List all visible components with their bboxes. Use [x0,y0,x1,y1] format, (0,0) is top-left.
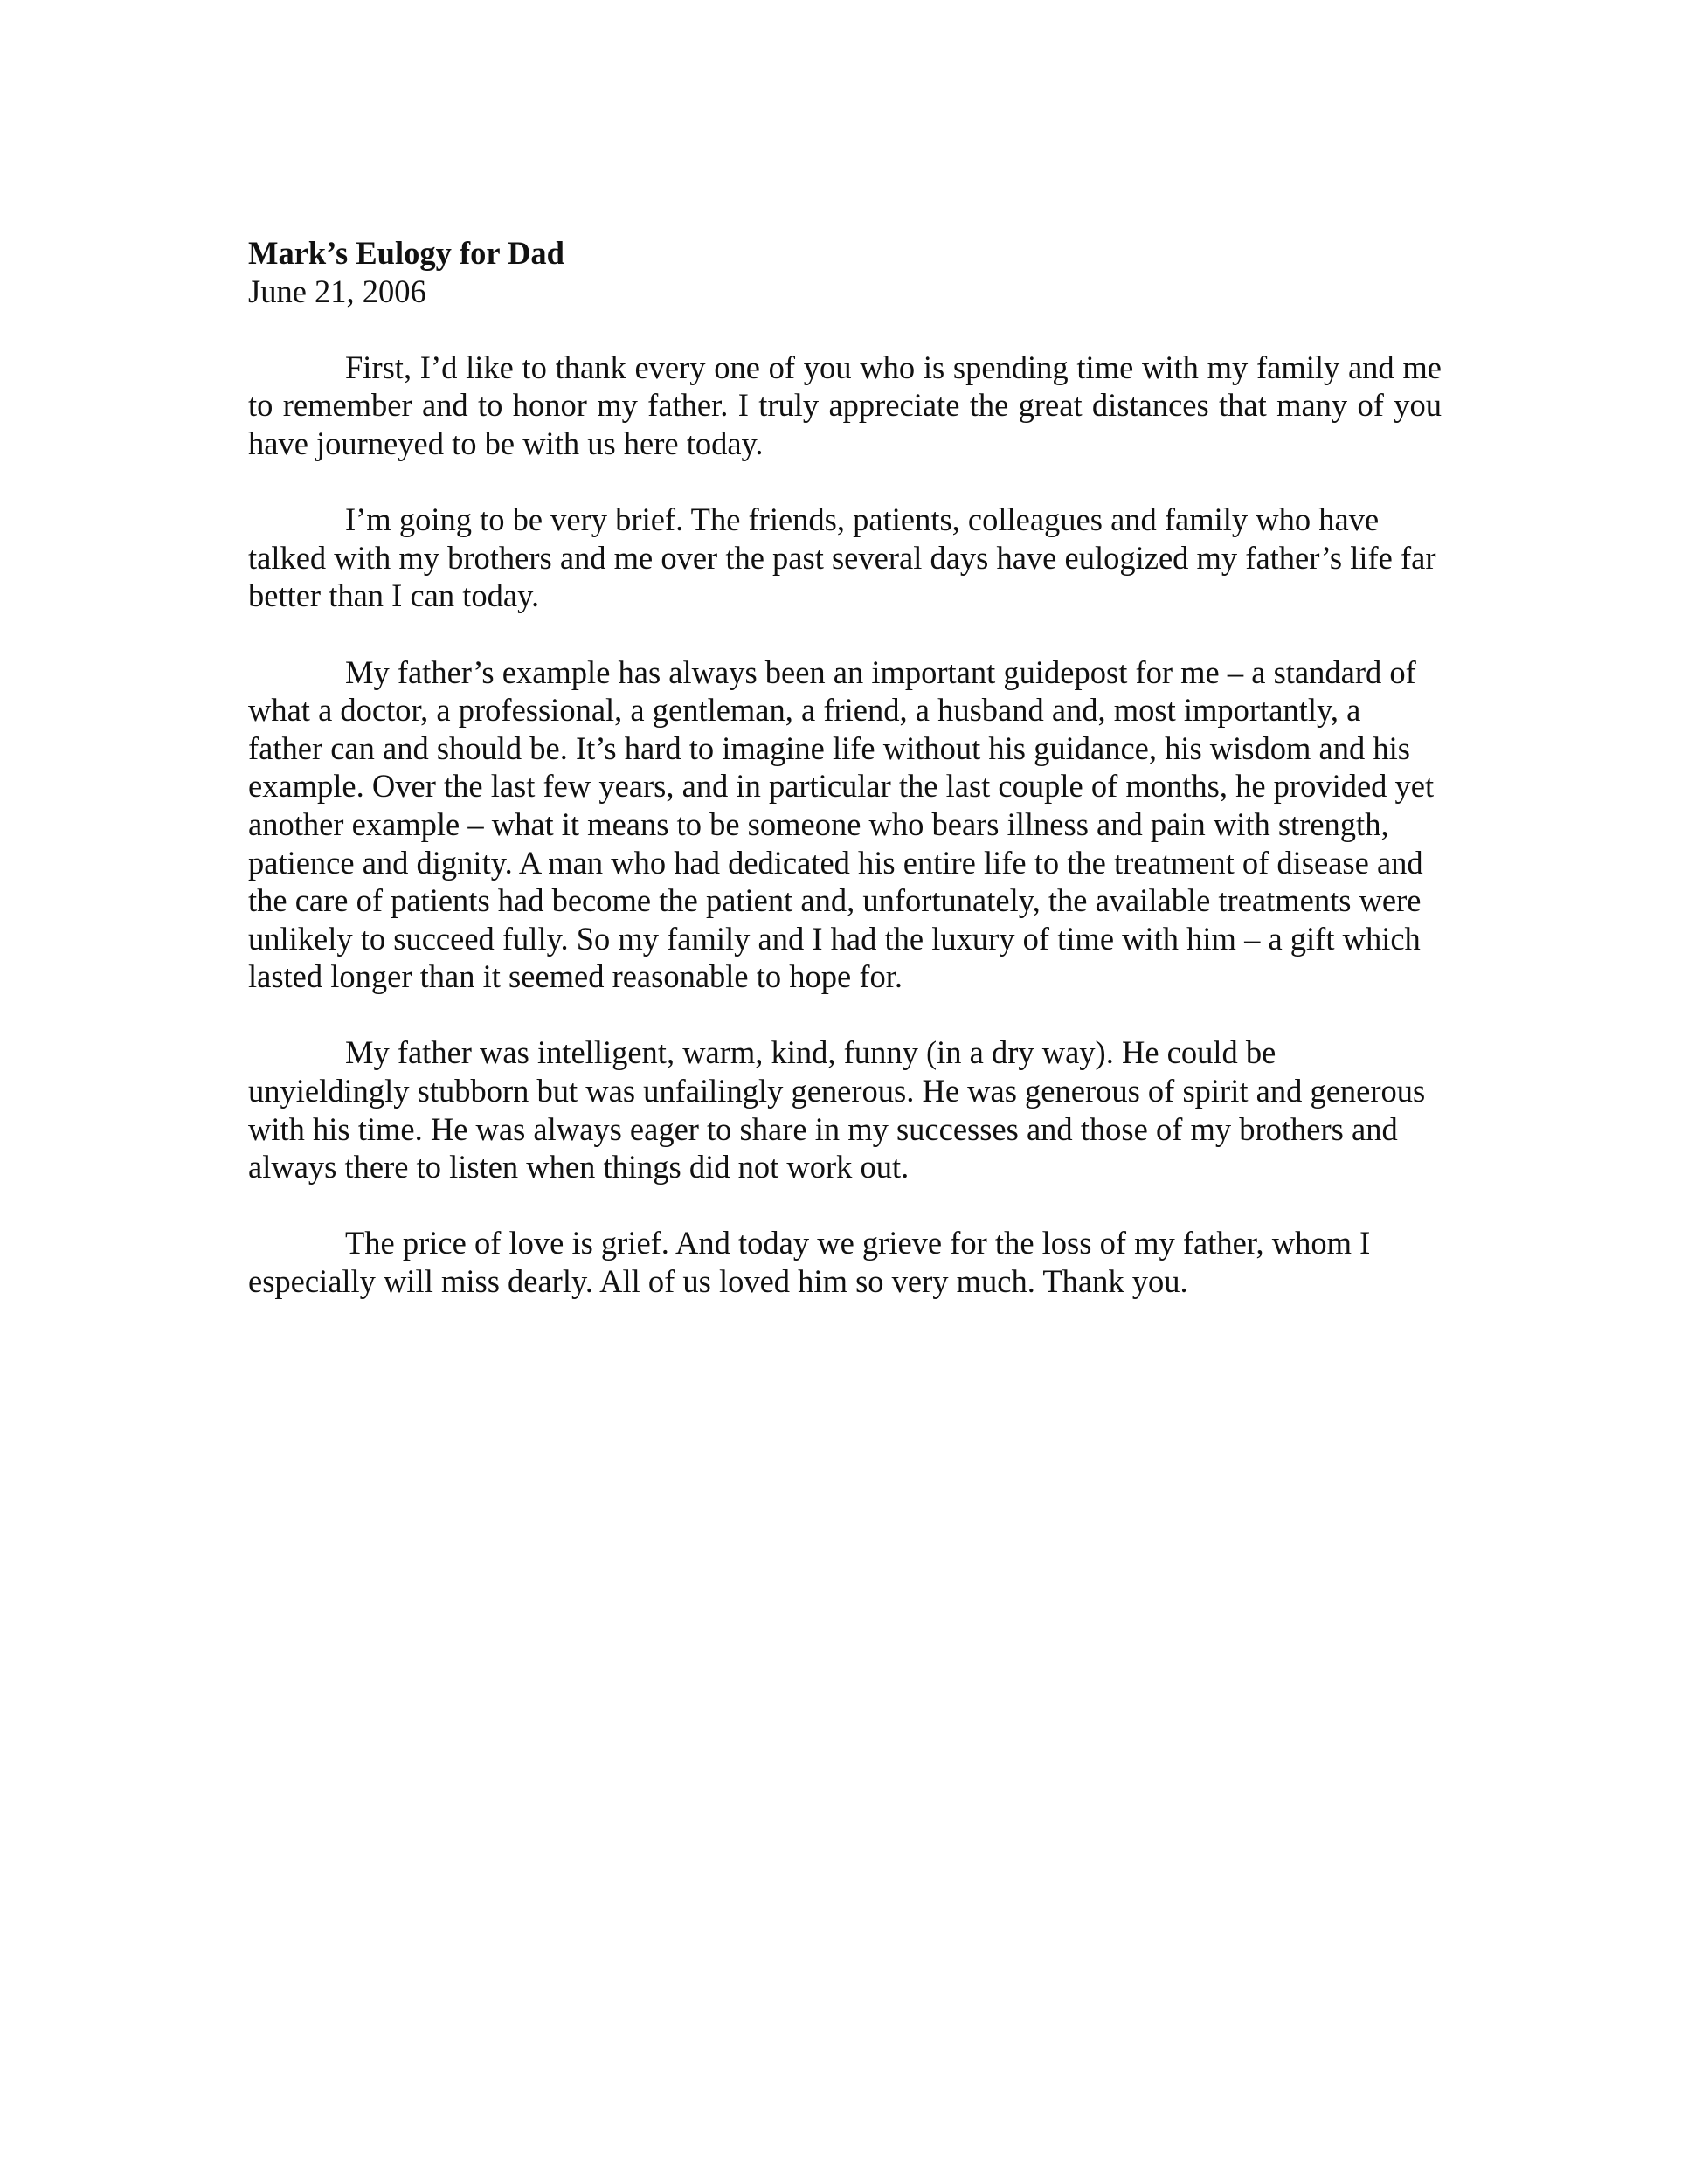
paragraph-brief: I’m going to be very brief. The friends, patients, colleagues and family who have talked with my brothers and me over the past several days have eulogized my father’s life far better than I can today. [248,501,1436,614]
document-body [248,234,1442,1338]
paragraph-closing: The price of love is grief. And today we grieve for the loss of my father, whom I especially will miss dearly. All of us loved him so very much. Thank you. [248,1225,1371,1300]
document-date: June 21, 2006 [248,273,426,309]
paragraph-thanks: First, I’d like to thank every one of you who is spending time with my family and me to remember and to honor my father. I truly appreciate the great distances that many of you have journeyed to be with us here today. [248,349,1442,461]
document-title: Mark’s Eulogy for Dad [248,235,564,271]
paragraph-character: My father was intelligent, warm, kind, funny (in a dry way). He could be unyieldingly stubborn but was unfailingly generous. He was generous of spirit and generous with his time. He was always eager to share in my successes and those of my brothers and always there to listen when things did not work out. [248,1034,1426,1185]
paragraph-example: My father’s example has always been an important guidepost for me – a standard of what a doctor, a professional, a gentleman, a friend, a husband and, most importantly, a father can and should be. It’s hard to imagine life without his guidance, his wisdom and his example. Over the last few years, and in particular the last couple of months, he provided yet another example – what it means to be someone who bears illness and pain with strength, patience and dignity. A man who had dedicated his entire life to the treatment of disease and the care of patients had become the patient and, unfortunately, the available treatments were unlikely to succeed fully. So my family and I had the luxury of time with him – a gift which lasted longer than it seemed reasonable to hope for. [248,653,1435,995]
